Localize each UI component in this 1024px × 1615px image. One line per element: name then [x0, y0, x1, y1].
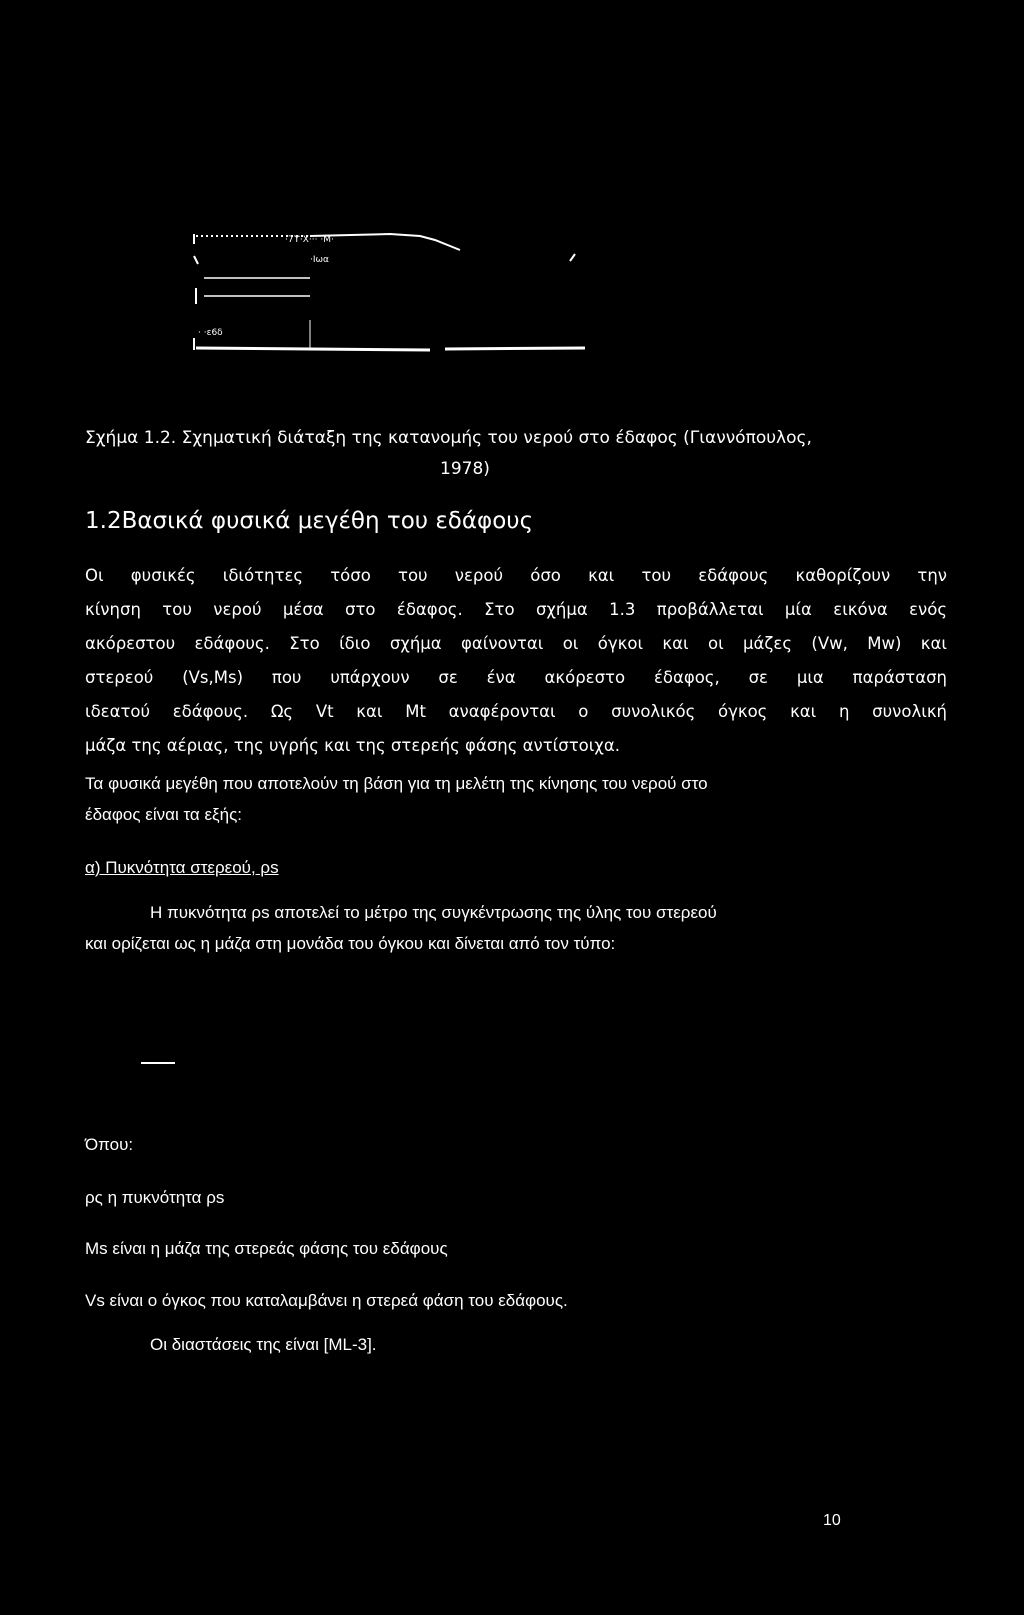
density-paragraph-line1: Η πυκνότητα ρs αποτελεί το μέτρο της συγκέντρωσης της ύλης του στερεού: [150, 903, 717, 922]
paragraph-line: στερεού (Vs,Ms) που υπάρχουν σε ένα ακόρεστο έδαφος, σε μια παράσταση: [85, 668, 947, 687]
where-label: Όπου:: [85, 1135, 134, 1154]
svg-text:·Ιωα: ·Ιωα: [310, 255, 329, 265]
paragraph-line: μάζα της αέριας, της υγρής και της στερεής φάσης αντίστοιχα.: [85, 736, 620, 755]
svg-text:·7ϒ·Χ··· ·Μ·: ·7ϒ·Χ··· ·Μ·: [285, 235, 334, 245]
section-heading: 1.2Βασικά φυσικά μεγέθη του εδάφους: [85, 508, 534, 534]
dimensions-note: Οι διαστάσεις της είναι [ML-3].: [150, 1335, 377, 1354]
paragraph2-line2: έδαφος είναι τα εξής:: [85, 805, 243, 824]
diagram-sketch: [190, 228, 610, 368]
definition-density: ρς η πυκνότητα ρs: [85, 1188, 225, 1207]
paragraph-line: ακόρεστου εδάφους. Στο ίδιο σχήμα φαίνονται οι όγκοι και οι μάζες (Vw, Mw) και: [85, 634, 947, 653]
paragraph-line: ιδεατού εδάφους. Ως Vt και Mt αναφέρονται ο συνολικός όγκος και η συνολική: [85, 702, 947, 721]
paragraph-line: Οι φυσικές ιδιότητες τόσο του νερού όσο και του εδάφους καθορίζουν την: [85, 566, 947, 585]
formula-fraction-bar: [141, 1062, 175, 1064]
figure-caption-line1: Σχήμα 1.2. Σχηματική διάταξη της κατανομής του νερού στο έδαφος (Γιαννόπουλος,: [85, 428, 812, 448]
definition-volume: Vs είναι ο όγκος που καταλαμβάνει η στερεά φάση του εδάφους.: [85, 1291, 568, 1310]
density-paragraph-line2: και ορίζεται ως η μάζα στη μονάδα του όγκου και δίνεται από τον τύπο:: [85, 934, 616, 953]
svg-text:· ·ε6δ: · ·ε6δ: [198, 328, 223, 338]
subsection-title: α) Πυκνότητα στερεού, ρs: [85, 858, 279, 877]
soil-water-diagram: [190, 228, 610, 368]
paragraph-physical-properties: [85, 559, 947, 763]
paragraph2-line1: Τα φυσικά μεγέθη που αποτελούν τη βάση για τη μελέτη της κίνησης του νερού στο: [85, 774, 708, 793]
figure-caption-line2: 1978): [440, 459, 490, 479]
page-number: 10: [823, 1512, 841, 1529]
definition-mass: Ms είναι η μάζα της στερεάς φάσης του εδάφους: [85, 1239, 448, 1258]
paragraph-line: κίνηση του νερού μέσα στο έδαφος. Στο σχήμα 1.3 προβάλλεται μία εικόνα ενός: [85, 600, 947, 619]
